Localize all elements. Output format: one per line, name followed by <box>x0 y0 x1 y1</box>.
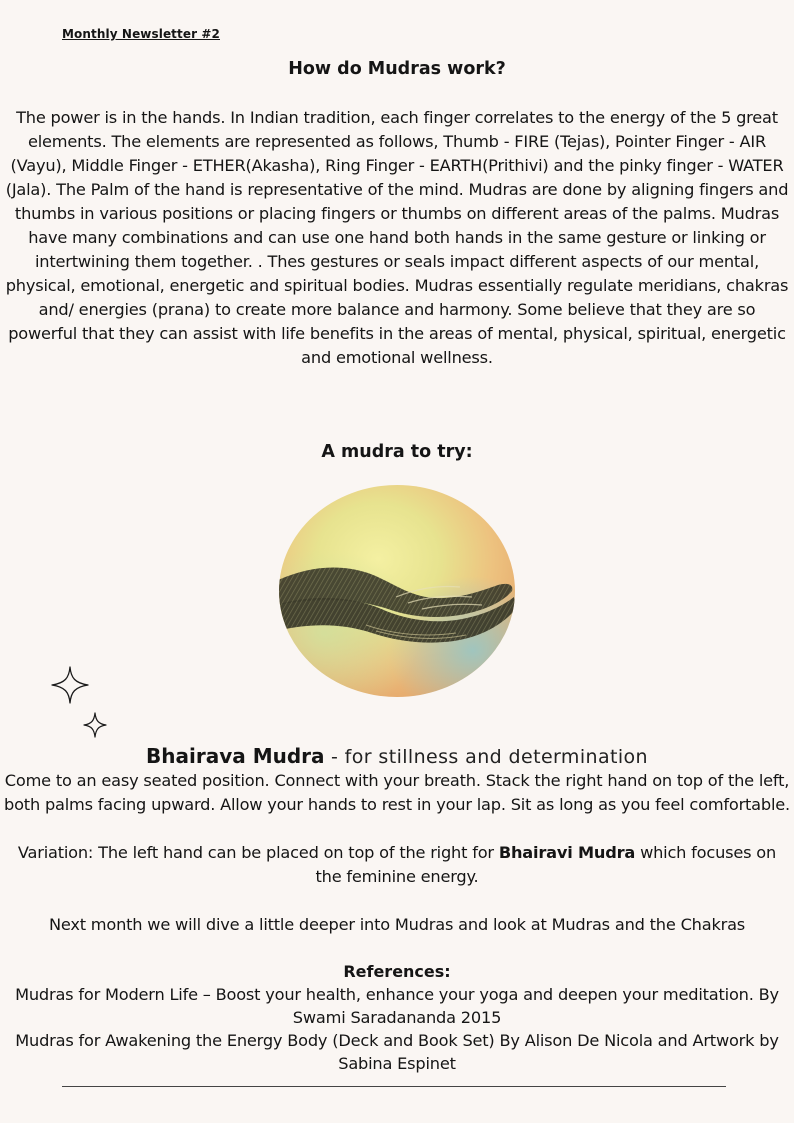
reference-item: Mudras for Awakening the Energy Body (Deck and Book Set) By Alison De Nicola and Artwork by Sabina Espinet <box>15 1031 779 1073</box>
references-title: References: <box>343 962 451 981</box>
mudra-variation <box>4 841 790 889</box>
sparkle-icon <box>83 712 107 738</box>
page-title: How do Mudras work? <box>288 59 506 79</box>
newsletter-kicker: Monthly Newsletter #2 <box>62 27 220 41</box>
mudra-tagline: - for stillness and determination <box>324 746 648 768</box>
variation-mudra-name: Bhairavi Mudra <box>498 843 636 862</box>
next-month-note: Next month we will dive a little deeper into Mudras and look at Mudras and the Chakras <box>48 915 746 934</box>
reference-item: Mudras for Modern Life – Boost your health, enhance your yoga and deepen your meditation. By Swami Saradananda 2015 <box>15 985 779 1027</box>
variation-text-before: Variation: The left hand can be placed on top of the right for <box>17 843 499 862</box>
sparkle-icon <box>51 666 89 704</box>
mudra-instructions: Come to an easy seated position. Connect with your breath. Stack the right hand on top of the left, both palms facing upward. Allow your hands to rest in your lap. Sit as long as you feel comfortable. <box>4 771 790 814</box>
mudra-name: Bhairava Mudra <box>146 744 325 768</box>
variation-text-after: which focuses on the feminine energy. <box>315 843 777 886</box>
hands-mudra-illustration <box>276 485 516 697</box>
mudra-heading <box>0 743 794 770</box>
intro-paragraph: The power is in the hands. In Indian tradition, each finger correlates to the energy of the 5 great elements. The elements are represented as follows, Thumb - FIRE (Tejas), Pointer Finger - AIR (Vayu), Middle Finger - ETHER(Akasha), Ring Finger - EARTH(Prithivi) and the pinky finger - WATER (Jala). The Palm of the hand is representative of the mind. Mudras are done by aligning fingers and thumbs in various positions or placing fingers or thumbs on different areas of the palms. Mudras have many combinations and can use one hand both hands in the same gesture or linking or intertwining them together. . Thes gestures or seals impact different aspects of our mental, physical, emotional, energetic and spiritual bodies. Mudras essentially regulate meridians, chakras and/ energies (prana) to create more balance and harmony. Some believe that they are so powerful that they can assist with life benefits in the areas of mental, physical, spiritual, energetic and emotional wellness. <box>5 108 789 367</box>
references-list <box>4 983 790 1075</box>
section-subtitle: A mudra to try: <box>321 442 473 462</box>
divider <box>62 1086 726 1087</box>
